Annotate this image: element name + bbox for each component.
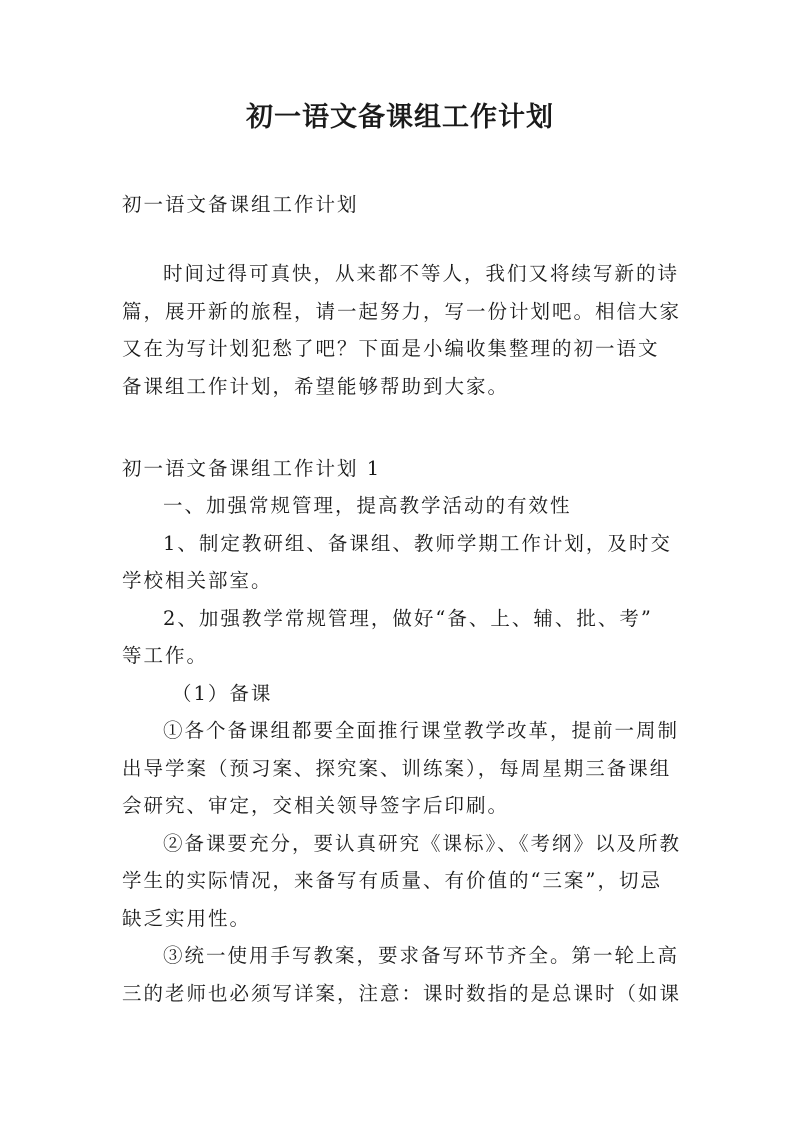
intro-paragraph — [122, 255, 682, 405]
intro-line: 备课组工作计划，希望能够帮助到大家。 — [122, 374, 510, 398]
sub-heading: （1）备课 — [172, 681, 273, 705]
point-line: 学生的实际情况，来备写有质量、有价值的“三案”，切忌 — [122, 869, 662, 892]
plan-body — [122, 487, 682, 1012]
point-line: 三的老师也必须写详案，注意：课时数指的是总课时（如课 — [122, 981, 682, 1005]
point-line: 会研究、审定，交相关领导签字后印刷。 — [122, 794, 510, 817]
intro-line: 时间过得可真快，从来都不等人，我们又将续写新的诗 — [163, 262, 680, 285]
document-subtitle — [122, 186, 682, 224]
subtitle-text: 初一语文备课组工作计划 — [122, 193, 359, 216]
plan-heading-text: 初一语文备课组工作计划 1 — [122, 457, 382, 480]
plan-heading — [122, 450, 682, 488]
intro-line: 篇，展开新的旅程，请一起努力，写一份计划吧。相信大家 — [122, 299, 682, 323]
point-line: ②备课要充分，要认真研究《课标》、《考纲》以及所教 — [163, 831, 682, 855]
section-heading: 一、加强常规管理，提高教学活动的有效性 — [163, 494, 572, 517]
item-line: 等工作。 — [122, 644, 209, 667]
point-line: 缺乏实用性。 — [122, 906, 252, 930]
intro-line: 又在为写计划犯愁了吧？下面是小编收集整理的初一语文 — [122, 337, 660, 360]
point-line: ①各个备课组都要全面推行课堂教学改革，提前一周制 — [163, 719, 680, 742]
point-line: ③统一使用手写教案，要求备写环节齐全。第一轮上高 — [163, 944, 680, 967]
item-line: 2、加强教学常规管理，做好“备、上、辅、批、考” — [163, 606, 653, 630]
item-line: 1、制定教研组、备课组、教师学期工作计划，及时交 — [163, 531, 672, 555]
point-line: 出导学案（预习案、探究案、训练案），每周星期三备课组 — [122, 756, 672, 780]
document-title: 初一语文备课组工作计划 — [246, 102, 554, 133]
item-line: 学校相关部室。 — [122, 569, 273, 592]
